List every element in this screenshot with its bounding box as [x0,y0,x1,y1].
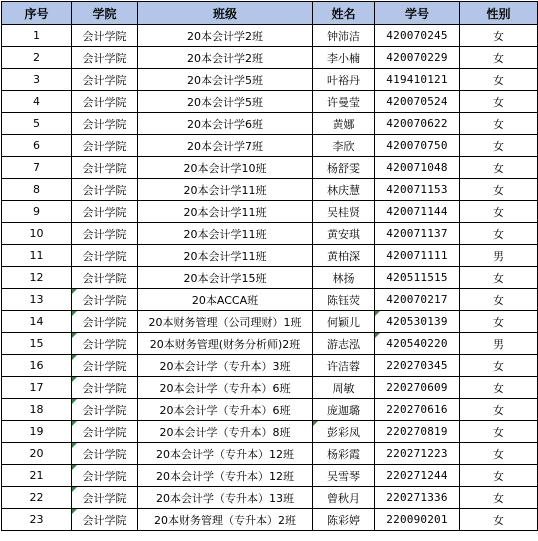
cell-college: 会计学院 [72,245,138,267]
cell-college: 会计学院 [72,69,138,91]
table-row [2,135,538,157]
header-name: 姓名 [313,2,375,25]
cell-name: 庞迦璐 [313,399,375,421]
cell-college: 会计学院 [72,289,138,311]
header-class: 班级 [138,2,313,25]
header-row [2,2,538,25]
table-row [2,179,538,201]
cell-no: 19 [2,421,72,443]
cell-college: 会计学院 [72,399,138,421]
cell-name: 黄柏深 [313,245,375,267]
cell-class: 20本财务管理(财务分析师)2班 [138,333,313,355]
cell-class: 20本财务管理（公司理财）1班 [138,311,313,333]
cell-gender: 女 [460,487,538,509]
table-row [2,289,538,311]
cell-no: 11 [2,245,72,267]
cell-gender: 女 [460,465,538,487]
cell-name: 李欣 [313,135,375,157]
cell-student-id: 420070245 [375,25,460,47]
cell-class: 20本会计学11班 [138,201,313,223]
cell-college: 会计学院 [72,223,138,245]
cell-gender: 女 [460,443,538,465]
cell-student-id: 220270819 [375,421,460,443]
cell-college: 会计学院 [72,487,138,509]
cell-name: 陈钰荧 [313,289,375,311]
cell-no: 18 [2,399,72,421]
cell-student-id: 220270616 [375,399,460,421]
cell-name: 许洁蓉 [313,355,375,377]
cell-college: 会计学院 [72,421,138,443]
cell-student-id: 420070622 [375,113,460,135]
cell-class: 20本会计学7班 [138,135,313,157]
cell-class: 20本会计学2班 [138,47,313,69]
cell-student-id: 420071144 [375,201,460,223]
cell-class: 20本会计学11班 [138,245,313,267]
table-row [2,91,538,113]
table-row [2,377,538,399]
cell-college: 会计学院 [72,135,138,157]
cell-no: 22 [2,487,72,509]
cell-name: 陈彩婷 [313,509,375,531]
table-row [2,223,538,245]
table-row [2,157,538,179]
table-row [2,421,538,443]
table-row [2,443,538,465]
cell-name: 叶裕丹 [313,69,375,91]
cell-class: 20本会计学5班 [138,91,313,113]
cell-student-id: 220271223 [375,443,460,465]
cell-name: 吴雪琴 [313,465,375,487]
table-row [2,201,538,223]
cell-gender: 女 [460,69,538,91]
cell-name: 黄娜 [313,113,375,135]
table-row [2,355,538,377]
cell-no: 17 [2,377,72,399]
cell-class: 20本会计学2班 [138,25,313,47]
cell-name: 钟沛洁 [313,25,375,47]
table-row [2,509,538,531]
cell-no: 10 [2,223,72,245]
cell-name: 李小楠 [313,47,375,69]
cell-no: 23 [2,509,72,531]
cell-no: 21 [2,465,72,487]
cell-student-id: 220271336 [375,487,460,509]
cell-student-id: 420070217 [375,289,460,311]
cell-name: 黄安琪 [313,223,375,245]
cell-name: 林庆慧 [313,179,375,201]
table-row [2,245,538,267]
header-gender: 性别 [460,2,538,25]
cell-class: 20本会计学11班 [138,223,313,245]
cell-name: 彭彩凤 [313,421,375,443]
cell-student-id: 420530139 [375,311,460,333]
cell-college: 会计学院 [72,267,138,289]
cell-class: 20本会计学15班 [138,267,313,289]
table-header [2,2,538,25]
cell-gender: 女 [460,25,538,47]
cell-gender: 女 [460,267,538,289]
cell-college: 会计学院 [72,25,138,47]
header-no: 序号 [2,2,72,25]
table-body [2,25,538,531]
cell-name: 何颖儿 [313,311,375,333]
cell-gender: 女 [460,201,538,223]
student-table [1,1,538,531]
cell-no: 14 [2,311,72,333]
cell-college: 会计学院 [72,157,138,179]
cell-college: 会计学院 [72,333,138,355]
cell-college: 会计学院 [72,201,138,223]
cell-student-id: 420071111 [375,245,460,267]
cell-no: 4 [2,91,72,113]
cell-class: 20本会计学10班 [138,157,313,179]
table-row [2,69,538,91]
cell-gender: 女 [460,289,538,311]
cell-student-id: 220270609 [375,377,460,399]
table-row [2,333,538,355]
cell-no: 15 [2,333,72,355]
table-row [2,311,538,333]
cell-name: 杨舒雯 [313,157,375,179]
cell-no: 2 [2,47,72,69]
cell-student-id: 419410121 [375,69,460,91]
cell-name: 吴桂贤 [313,201,375,223]
cell-student-id: 220090201 [375,509,460,531]
cell-name: 杨彩霞 [313,443,375,465]
table-row [2,487,538,509]
cell-college: 会计学院 [72,377,138,399]
table-row [2,47,538,69]
cell-student-id: 420070750 [375,135,460,157]
table-row [2,399,538,421]
cell-student-id: 420540220 [375,333,460,355]
cell-college: 会计学院 [72,509,138,531]
cell-name: 许曼莹 [313,91,375,113]
cell-gender: 女 [460,47,538,69]
cell-gender: 女 [460,157,538,179]
table-row [2,25,538,47]
cell-student-id: 420071048 [375,157,460,179]
cell-no: 20 [2,443,72,465]
cell-name: 周敏 [313,377,375,399]
cell-no: 5 [2,113,72,135]
cell-name: 游志泓 [313,333,375,355]
cell-class: 20本会计学11班 [138,179,313,201]
cell-student-id: 420070524 [375,91,460,113]
cell-no: 1 [2,25,72,47]
table-row [2,113,538,135]
cell-student-id: 220271244 [375,465,460,487]
cell-gender: 女 [460,399,538,421]
cell-gender: 女 [460,509,538,531]
header-college: 学院 [72,2,138,25]
cell-gender: 女 [460,377,538,399]
cell-gender: 女 [460,135,538,157]
cell-gender: 女 [460,179,538,201]
table-row [2,465,538,487]
cell-college: 会计学院 [72,47,138,69]
cell-class: 20本会计学（专升本）13班 [138,487,313,509]
cell-college: 会计学院 [72,443,138,465]
cell-college: 会计学院 [72,355,138,377]
cell-no: 13 [2,289,72,311]
cell-class: 20本会计学（专升本）6班 [138,377,313,399]
cell-student-id: 420511515 [375,267,460,289]
cell-class: 20本ACCA班 [138,289,313,311]
cell-name: 曾秋月 [313,487,375,509]
cell-gender: 女 [460,421,538,443]
cell-no: 6 [2,135,72,157]
cell-class: 20本会计学（专升本）8班 [138,421,313,443]
cell-class: 20本会计学（专升本）12班 [138,443,313,465]
cell-no: 8 [2,179,72,201]
cell-college: 会计学院 [72,179,138,201]
cell-gender: 女 [460,355,538,377]
cell-no: 3 [2,69,72,91]
table-row [2,267,538,289]
header-id: 学号 [375,2,460,25]
cell-class: 20本会计学（专升本）6班 [138,399,313,421]
cell-no: 16 [2,355,72,377]
cell-college: 会计学院 [72,91,138,113]
cell-gender: 女 [460,91,538,113]
cell-gender: 女 [460,311,538,333]
cell-student-id: 220270345 [375,355,460,377]
cell-gender: 女 [460,223,538,245]
cell-no: 12 [2,267,72,289]
cell-gender: 男 [460,333,538,355]
cell-no: 9 [2,201,72,223]
cell-name: 林扬 [313,267,375,289]
cell-student-id: 420071137 [375,223,460,245]
cell-gender: 男 [460,245,538,267]
cell-class: 20本会计学（专升本）3班 [138,355,313,377]
cell-college: 会计学院 [72,311,138,333]
cell-college: 会计学院 [72,113,138,135]
cell-student-id: 420070229 [375,47,460,69]
cell-student-id: 420071153 [375,179,460,201]
cell-college: 会计学院 [72,465,138,487]
cell-no: 7 [2,157,72,179]
cell-class: 20本会计学5班 [138,69,313,91]
cell-class: 20本财务管理（专升本）2班 [138,509,313,531]
cell-class: 20本会计学6班 [138,113,313,135]
cell-class: 20本会计学（专升本）12班 [138,465,313,487]
cell-gender: 女 [460,113,538,135]
